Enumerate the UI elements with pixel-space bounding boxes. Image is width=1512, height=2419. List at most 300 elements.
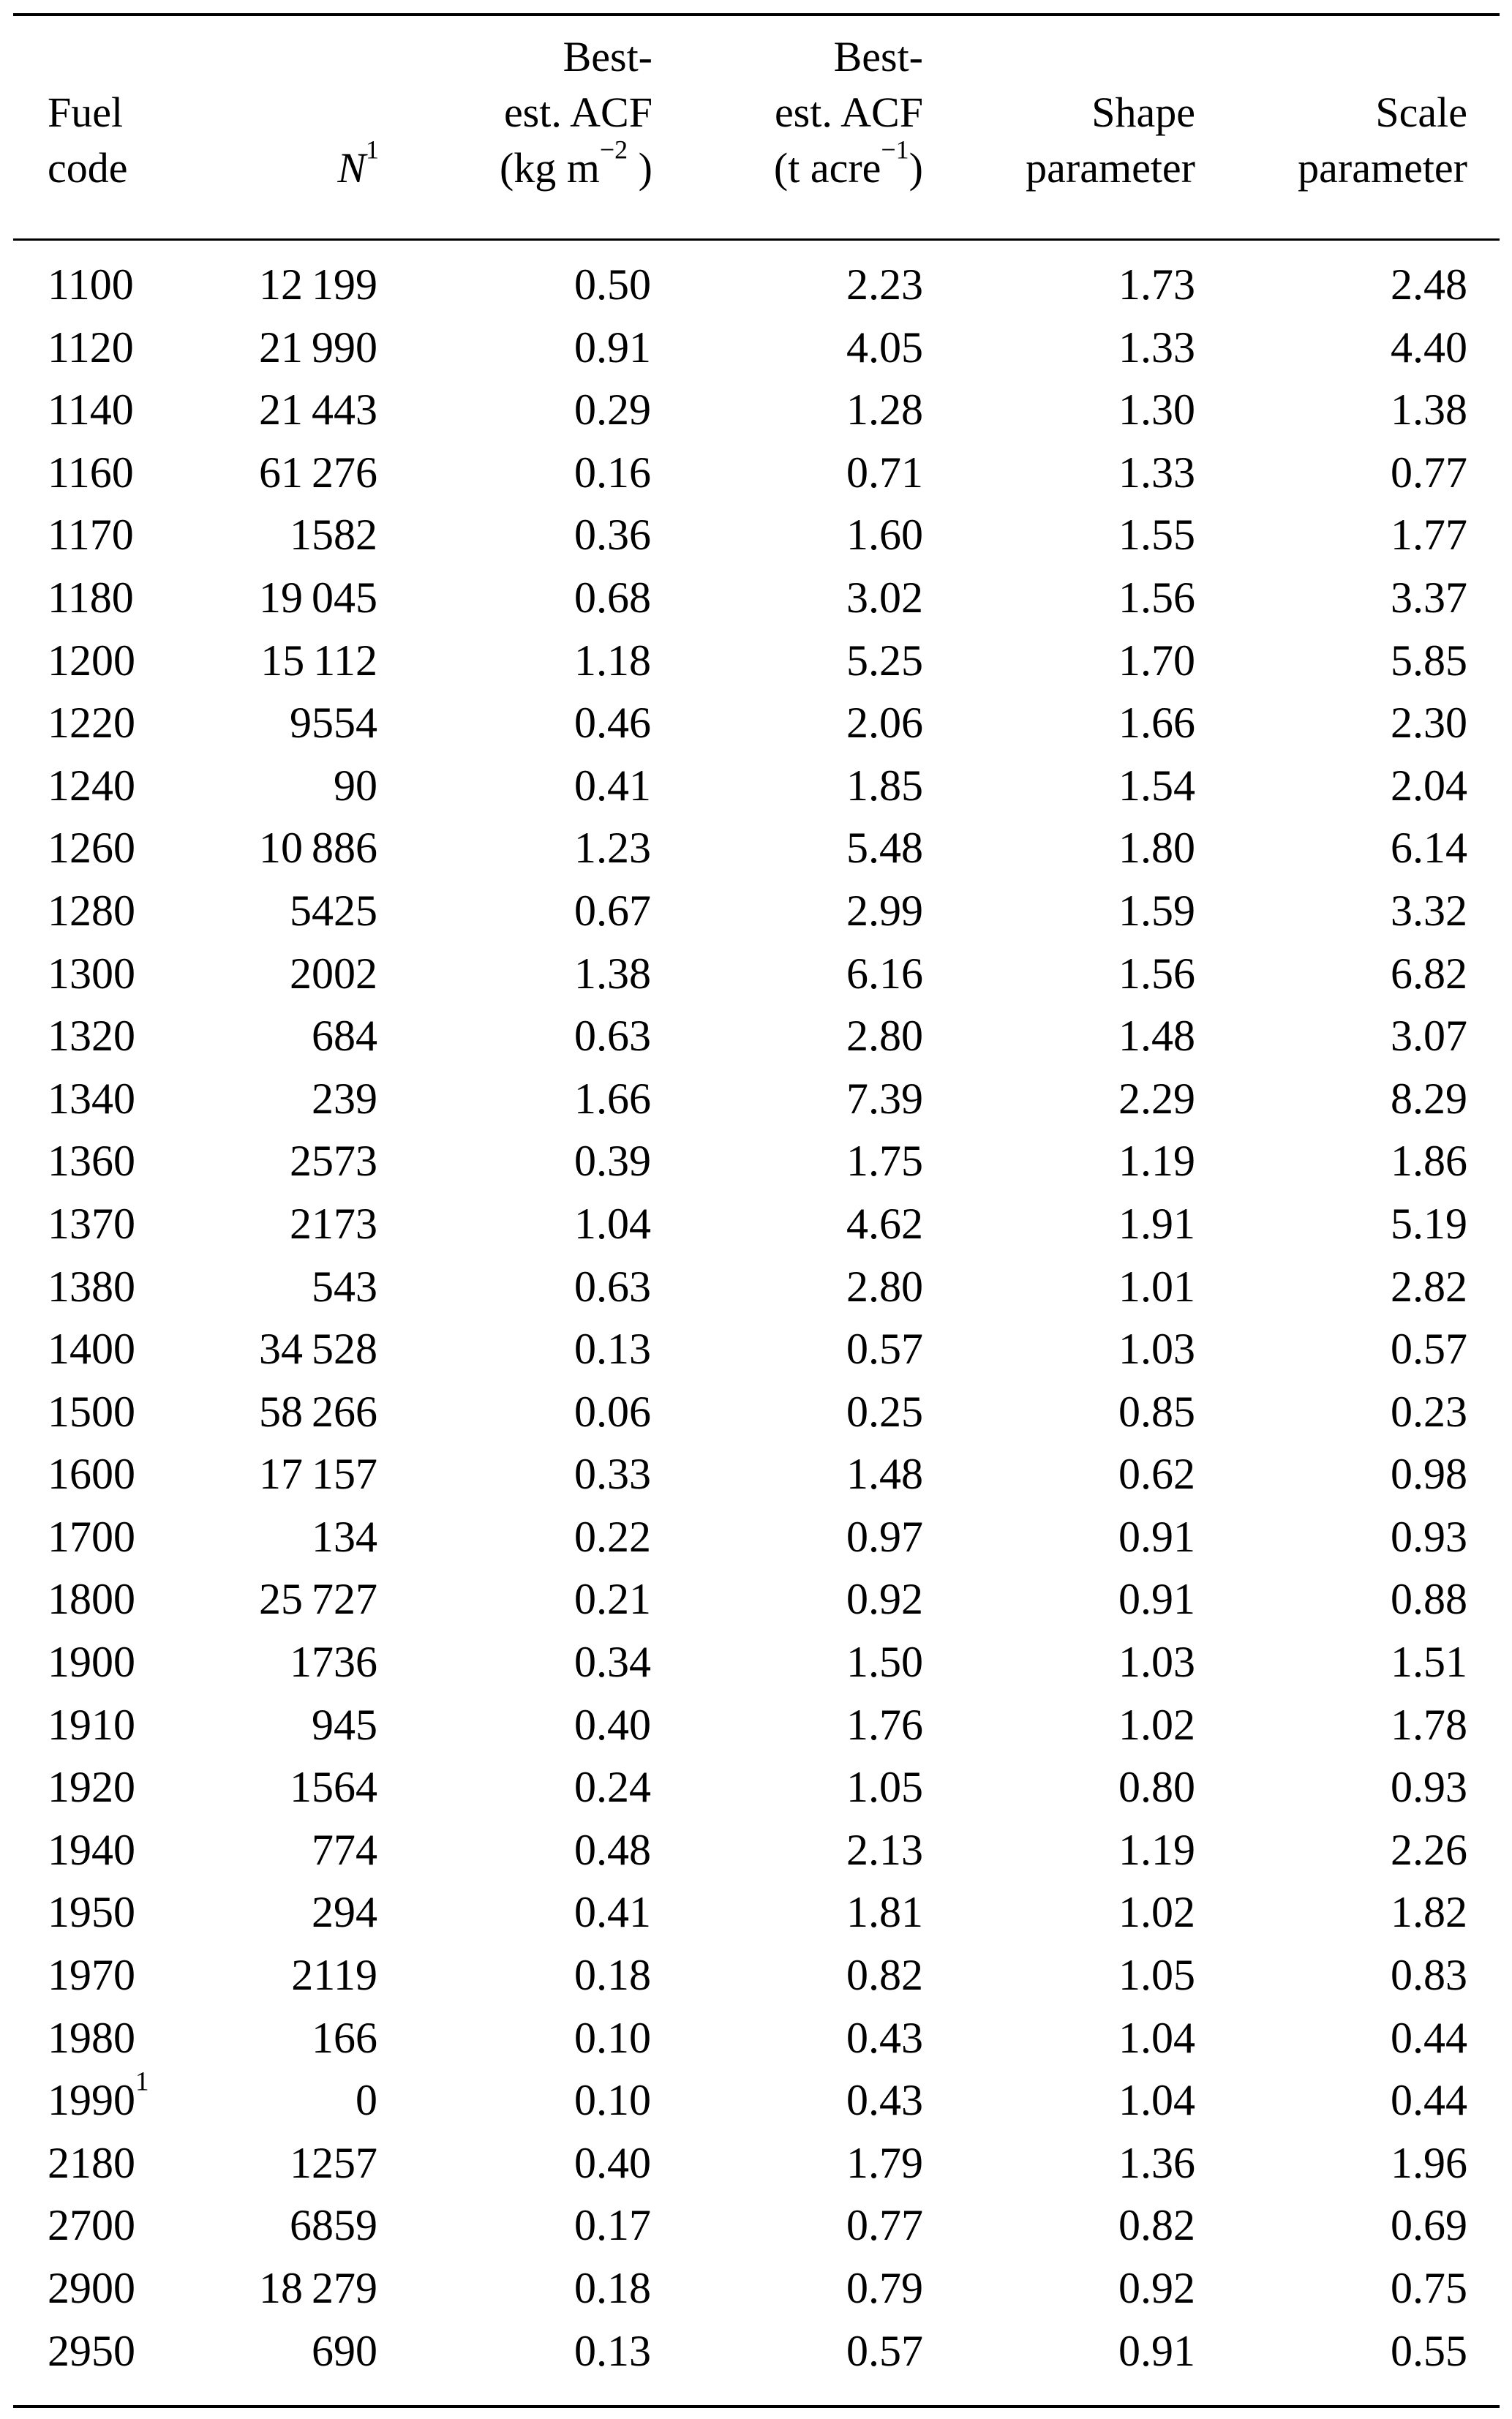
shape-parameter-cell <box>1118 442 1195 505</box>
cell-value: 0.63 <box>574 1262 651 1311</box>
unit-exponent: −1 <box>881 135 909 165</box>
shape-parameter-cell <box>1118 1756 1195 1819</box>
cell-value: 61 276 <box>258 448 377 497</box>
fuel-code-cell <box>48 567 134 630</box>
cell-value: 1920 <box>48 1763 135 1812</box>
cell-value: 1180 <box>48 573 134 622</box>
cell-value: 2.80 <box>846 1012 923 1061</box>
cell-value: 1940 <box>48 1825 135 1874</box>
cell-value: 1140 <box>48 385 134 434</box>
acf-t-acre-cell <box>846 317 923 380</box>
scale-parameter-cell <box>1391 2320 1467 2383</box>
acf-t-acre-cell <box>846 2320 923 2383</box>
cell-value: 2.80 <box>846 1262 923 1311</box>
cell-value: 0.93 <box>1391 1763 1467 1812</box>
cell-value: 0.10 <box>574 2076 651 2125</box>
table-row <box>0 1881 1512 1944</box>
fuel-code-cell <box>48 943 135 1006</box>
header-line <box>1026 29 1195 85</box>
cell-value: 1.05 <box>846 1763 923 1812</box>
shape-parameter-cell <box>1118 2069 1195 2132</box>
shape-parameter-cell <box>1118 630 1195 693</box>
n-cell <box>290 1193 377 1256</box>
shape-parameter-cell <box>1118 817 1195 880</box>
shape-parameter-cell <box>1118 1068 1195 1131</box>
scale-parameter-cell <box>1391 630 1467 693</box>
cell-value: 0.48 <box>574 1825 651 1874</box>
scale-parameter-cell <box>1391 1318 1467 1381</box>
cell-value: 0 <box>356 2076 377 2125</box>
fuel-code-cell <box>48 2066 149 2132</box>
header-n-symbol: N <box>337 144 366 192</box>
scale-parameter-cell <box>1391 1944 1467 2007</box>
cell-value: 1.70 <box>1118 636 1195 685</box>
acf-t-acre-cell <box>846 1068 923 1131</box>
cell-value: 684 <box>312 1012 377 1061</box>
table-row <box>0 1631 1512 1694</box>
cell-value: 5.19 <box>1391 1199 1467 1248</box>
cell-value: 4.40 <box>1391 323 1467 372</box>
fuel-code-cell <box>48 2007 135 2070</box>
n-cell <box>312 2320 377 2383</box>
scale-parameter-cell <box>1391 1443 1467 1506</box>
table-row <box>0 1506 1512 1569</box>
cell-value: 2.06 <box>846 699 923 748</box>
cell-value: 2.30 <box>1391 699 1467 748</box>
cell-value: 6.14 <box>1391 824 1467 873</box>
n-cell <box>290 943 377 1006</box>
cell-value: 1.03 <box>1118 1638 1195 1687</box>
cell-value: 0.18 <box>574 1951 651 2000</box>
n-cell <box>312 1005 377 1068</box>
acf-t-acre-cell <box>846 2069 923 2132</box>
scale-parameter-cell <box>1391 1881 1467 1944</box>
acf-kg-m2-cell <box>574 1881 651 1944</box>
n-cell <box>334 755 377 818</box>
n-cell <box>312 1819 377 1882</box>
cell-value: 6.82 <box>1391 949 1467 998</box>
cell-value: 2.29 <box>1118 1074 1195 1123</box>
cell-value: 0.88 <box>1391 1575 1467 1624</box>
fuel-code-cell <box>48 1881 135 1944</box>
shape-parameter-cell <box>1118 1819 1195 1882</box>
scale-parameter-cell <box>1391 504 1467 567</box>
fuel-code-cell <box>48 1256 135 1319</box>
cell-value: 0.77 <box>846 2201 923 2250</box>
scale-parameter-cell <box>1391 317 1467 380</box>
acf-t-acre-cell <box>846 1944 923 2007</box>
cell-value: 945 <box>312 1700 377 1749</box>
cell-value: 0.82 <box>846 1951 923 2000</box>
table-row <box>0 2132 1512 2195</box>
fuel-code-cell <box>48 379 134 442</box>
n-cell <box>260 630 377 693</box>
acf-kg-m2-cell <box>574 317 651 380</box>
table-row <box>0 2257 1512 2320</box>
cell-value: 0.13 <box>574 2326 651 2375</box>
fuel-code-cell <box>48 1819 135 1882</box>
cell-value: 3.32 <box>1391 886 1467 935</box>
acf-kg-m2-cell <box>574 379 651 442</box>
header-line: Shape <box>1091 89 1195 136</box>
header-line <box>48 29 128 85</box>
n-cell <box>290 1756 377 1819</box>
cell-value: 5425 <box>290 886 377 935</box>
cell-value: 1120 <box>48 323 134 372</box>
cell-value: 0.62 <box>1118 1450 1195 1499</box>
acf-t-acre-cell <box>846 2257 923 2320</box>
n-cell <box>259 817 377 880</box>
cell-value: 1280 <box>48 886 135 935</box>
fuel-code-cell <box>48 630 135 693</box>
cell-value: 1.80 <box>1118 824 1195 873</box>
cell-value: 0.33 <box>574 1450 651 1499</box>
fuel-code-cell <box>48 880 135 943</box>
header-line <box>337 135 379 196</box>
scale-parameter-cell <box>1391 817 1467 880</box>
shape-parameter-cell <box>1118 1381 1195 1444</box>
cell-value: 1950 <box>48 1888 135 1937</box>
cell-value: 0.75 <box>1391 2264 1467 2312</box>
acf-kg-m2-cell <box>574 1694 651 1757</box>
acf-t-acre-cell <box>846 1193 923 1256</box>
n-cell <box>259 254 377 317</box>
n-cell <box>312 1881 377 1944</box>
header-line <box>499 135 652 196</box>
cell-value: 0.17 <box>574 2201 651 2250</box>
fuel-code-cell <box>48 2132 135 2195</box>
cell-value: 1300 <box>48 949 135 998</box>
cell-value: 0.93 <box>1391 1512 1467 1561</box>
scale-parameter-cell <box>1391 442 1467 505</box>
table-row <box>0 2066 1512 2132</box>
cell-value: 0.10 <box>574 2013 651 2062</box>
acf-t-acre-cell <box>846 1694 923 1757</box>
scale-parameter-cell <box>1391 1130 1467 1193</box>
acf-kg-m2-cell <box>574 1130 651 1193</box>
table-bottom-rule <box>13 2405 1500 2408</box>
cell-value: 1257 <box>290 2138 377 2187</box>
n-cell <box>290 2132 377 2195</box>
header-line <box>773 135 923 196</box>
cell-value: 1.78 <box>1391 1700 1467 1749</box>
cell-value: 0.41 <box>574 761 651 810</box>
fuel-code-cell <box>48 2320 135 2383</box>
cell-value: 0.68 <box>574 573 651 622</box>
n-cell <box>290 1631 377 1694</box>
cell-value: 0.41 <box>574 1888 651 1937</box>
acf-t-acre-cell <box>846 504 923 567</box>
cell-value: 1170 <box>48 511 134 560</box>
n-cell <box>356 2069 377 2132</box>
cell-value: 0.79 <box>846 2264 923 2312</box>
acf-kg-m2-cell <box>574 2257 651 2320</box>
cell-value: 19 045 <box>258 573 377 622</box>
acf-kg-m2-cell <box>574 2132 651 2195</box>
cell-value: 1582 <box>290 511 377 560</box>
fuel-code-cell <box>48 504 134 567</box>
cell-value: 1.96 <box>1391 2138 1467 2187</box>
cell-value: 0.21 <box>574 1575 651 1624</box>
cell-value: 0.46 <box>574 699 651 748</box>
cell-value: 0.23 <box>1391 1387 1467 1436</box>
scale-parameter-cell <box>1391 755 1467 818</box>
cell-value: 690 <box>312 2326 377 2375</box>
fuel-code-cell <box>48 1381 135 1444</box>
cell-value: 1.85 <box>846 761 923 810</box>
fuel-code-cell <box>48 1506 135 1569</box>
fuel-code-cell <box>48 1568 135 1631</box>
header-line <box>337 85 379 140</box>
table-row <box>0 1381 1512 1444</box>
acf-kg-m2-cell <box>574 442 651 505</box>
acf-kg-m2-cell <box>574 1819 651 1882</box>
cell-value: 1240 <box>48 761 135 810</box>
header-line: Fuel <box>48 89 124 136</box>
scale-parameter-cell <box>1391 2194 1467 2257</box>
cell-value: 0.98 <box>1391 1450 1467 1499</box>
table-row <box>0 317 1512 380</box>
cell-value: 1.56 <box>1118 573 1195 622</box>
cell-value: 1340 <box>48 1074 135 1123</box>
n-cell <box>312 1506 377 1569</box>
cell-value: 1.77 <box>1391 511 1467 560</box>
acf-t-acre-cell <box>846 1881 923 1944</box>
cell-value: 0.69 <box>1391 2201 1467 2250</box>
header-unit-tail: ) <box>909 144 923 192</box>
n-cell <box>259 1443 377 1506</box>
acf-t-acre-cell <box>846 1506 923 1569</box>
cell-value: 34 528 <box>258 1325 377 1374</box>
cell-value: 0.43 <box>846 2076 923 2125</box>
table-row <box>0 2194 1512 2257</box>
n-cell <box>291 1944 377 2007</box>
acf-kg-m2-cell <box>574 692 651 755</box>
header-n <box>337 29 379 196</box>
cell-value: 0.34 <box>574 1638 651 1687</box>
table-row <box>0 2007 1512 2070</box>
header-unit-tail: ) <box>628 144 652 192</box>
cell-value: 0.77 <box>1391 448 1467 497</box>
acf-t-acre-cell <box>846 1568 923 1631</box>
cell-value: 5.85 <box>1391 636 1467 685</box>
cell-value: 2700 <box>48 2201 135 2250</box>
shape-parameter-cell <box>1118 2320 1195 2383</box>
acf-kg-m2-cell <box>574 1068 651 1131</box>
acf-kg-m2-cell <box>574 817 651 880</box>
scale-parameter-cell <box>1391 1381 1467 1444</box>
cell-value: 9554 <box>290 699 377 748</box>
shape-parameter-cell <box>1118 1631 1195 1694</box>
cell-value: 1.03 <box>1118 1325 1195 1374</box>
cell-value: 1.55 <box>1118 511 1195 560</box>
acf-kg-m2-cell <box>574 1443 651 1506</box>
fuel-code-cell <box>48 1130 135 1193</box>
cell-value: 1.33 <box>1118 448 1195 497</box>
shape-parameter-cell <box>1118 379 1195 442</box>
header-line: est. ACF <box>774 89 923 136</box>
cell-value: 2.48 <box>1391 260 1467 309</box>
table-row <box>0 1193 1512 1256</box>
cell-value: 0.92 <box>846 1575 923 1624</box>
cell-value: 18 279 <box>258 2264 377 2312</box>
cell-value: 166 <box>312 2013 377 2062</box>
table-row <box>0 943 1512 1006</box>
cell-value: 1.05 <box>1118 1951 1195 2000</box>
acf-kg-m2-cell <box>574 254 651 317</box>
cell-value: 1900 <box>48 1638 135 1687</box>
acf-kg-m2-cell <box>574 1193 651 1256</box>
cell-value: 1600 <box>48 1450 135 1499</box>
table-header <box>0 29 1512 238</box>
cell-value: 1.38 <box>1391 385 1467 434</box>
cell-value: 7.39 <box>846 1074 923 1123</box>
acf-t-acre-cell <box>846 1756 923 1819</box>
fuel-code-cell <box>48 1694 135 1757</box>
cell-value: 0.92 <box>1118 2264 1195 2312</box>
n-cell <box>259 1318 377 1381</box>
table-row <box>0 504 1512 567</box>
acf-kg-m2-cell <box>574 755 651 818</box>
cell-value: 21 443 <box>258 385 377 434</box>
fuel-code-cell <box>48 1631 135 1694</box>
n-cell <box>259 2257 377 2320</box>
n-cell <box>290 504 377 567</box>
footnote-marker: 1 <box>366 135 379 165</box>
cell-value: 0.25 <box>846 1387 923 1436</box>
acf-t-acre-cell <box>846 2132 923 2195</box>
cell-value: 1.04 <box>1118 2076 1195 2125</box>
fuel-code-cell <box>48 1944 135 2007</box>
cell-value: 1.36 <box>1118 2138 1195 2187</box>
table-row <box>0 1318 1512 1381</box>
shape-parameter-cell <box>1118 2132 1195 2195</box>
shape-parameter-cell <box>1118 504 1195 567</box>
header-line: Best- <box>563 33 652 80</box>
acf-kg-m2-cell <box>574 1256 651 1319</box>
acf-kg-m2-cell <box>574 1631 651 1694</box>
shape-parameter-cell <box>1118 1568 1195 1631</box>
cell-value: 2573 <box>290 1137 377 1186</box>
cell-value: 1.86 <box>1391 1137 1467 1186</box>
n-cell <box>290 1130 377 1193</box>
table-row <box>0 1694 1512 1757</box>
fuel-code-cell <box>48 1193 135 1256</box>
cell-value: 0.44 <box>1391 2076 1467 2125</box>
cell-value: 0.18 <box>574 2264 651 2312</box>
acf-t-acre-cell <box>846 630 923 693</box>
cell-value: 1.59 <box>1118 886 1195 935</box>
cell-value: 2173 <box>290 1199 377 1248</box>
cell-value: 2950 <box>48 2326 135 2375</box>
cell-value: 0.57 <box>846 1325 923 1374</box>
cell-value: 1.54 <box>1118 761 1195 810</box>
footnote-marker: 1 <box>135 2066 149 2097</box>
cell-value: 1.66 <box>574 1074 651 1123</box>
scale-parameter-cell <box>1391 1694 1467 1757</box>
scale-parameter-cell <box>1391 254 1467 317</box>
acf-kg-m2-cell <box>574 1318 651 1381</box>
header-scale-parameter <box>1298 29 1467 196</box>
acf-t-acre-cell <box>846 1005 923 1068</box>
cell-value: 1360 <box>48 1137 135 1186</box>
cell-value: 4.05 <box>846 323 923 372</box>
n-cell <box>312 2007 377 2070</box>
acf-kg-m2-cell <box>574 880 651 943</box>
scale-parameter-cell <box>1391 1568 1467 1631</box>
cell-value: 1.76 <box>846 1700 923 1749</box>
fuel-code-cell <box>48 817 135 880</box>
acf-kg-m2-cell <box>574 1944 651 2007</box>
cell-value: 1564 <box>290 1763 377 1812</box>
cell-value: 1980 <box>48 2013 135 2062</box>
cell-value: 1.79 <box>846 2138 923 2187</box>
table-row <box>0 567 1512 630</box>
cell-value: 3.07 <box>1391 1012 1467 1061</box>
cell-value: 1.38 <box>574 949 651 998</box>
cell-value: 0.13 <box>574 1325 651 1374</box>
acf-kg-m2-cell <box>574 943 651 1006</box>
scale-parameter-cell <box>1391 1819 1467 1882</box>
n-cell <box>312 1694 377 1757</box>
cell-value: 1700 <box>48 1512 135 1561</box>
cell-value: 2.13 <box>846 1825 923 1874</box>
cell-value: 0.44 <box>1391 2013 1467 2062</box>
header-shape-parameter <box>1026 29 1195 196</box>
cell-value: 2.82 <box>1391 1262 1467 1311</box>
acf-kg-m2-cell <box>574 2007 651 2070</box>
cell-value: 1320 <box>48 1012 135 1061</box>
acf-kg-m2-cell <box>574 2069 651 2132</box>
cell-value: 2900 <box>48 2264 135 2312</box>
shape-parameter-cell <box>1118 2257 1195 2320</box>
n-cell <box>259 567 377 630</box>
shape-parameter-cell <box>1118 1193 1195 1256</box>
cell-value: 1.81 <box>846 1888 923 1937</box>
n-cell <box>312 1068 377 1131</box>
scale-parameter-cell <box>1391 880 1467 943</box>
header-line: Best- <box>833 33 923 80</box>
cell-value: 1160 <box>48 448 134 497</box>
shape-parameter-cell <box>1118 1694 1195 1757</box>
cell-value: 0.50 <box>574 260 651 309</box>
cell-value: 90 <box>334 761 377 810</box>
acf-t-acre-cell <box>846 1631 923 1694</box>
fuel-code-cell <box>48 755 135 818</box>
cell-value: 21 990 <box>258 323 377 372</box>
scale-parameter-cell <box>1391 943 1467 1006</box>
n-cell <box>259 1568 377 1631</box>
shape-parameter-cell <box>1118 254 1195 317</box>
header-line: code <box>48 144 128 192</box>
cell-value: 1.01 <box>1118 1262 1195 1311</box>
cell-value: 1.33 <box>1118 323 1195 372</box>
cell-value: 0.91 <box>574 323 651 372</box>
cell-value: 134 <box>312 1512 377 1561</box>
cell-value: 15 112 <box>260 636 377 685</box>
scale-parameter-cell <box>1391 1631 1467 1694</box>
cell-value: 543 <box>312 1262 377 1311</box>
shape-parameter-cell <box>1118 567 1195 630</box>
fuel-code-cell <box>48 1005 135 1068</box>
acf-t-acre-cell <box>846 1381 923 1444</box>
acf-t-acre-cell <box>846 1318 923 1381</box>
cell-value: 12 199 <box>258 260 377 309</box>
cell-value: 1.91 <box>1118 1199 1195 1248</box>
table-row <box>0 630 1512 693</box>
acf-kg-m2-cell <box>574 504 651 567</box>
cell-value: 0.71 <box>846 448 923 497</box>
